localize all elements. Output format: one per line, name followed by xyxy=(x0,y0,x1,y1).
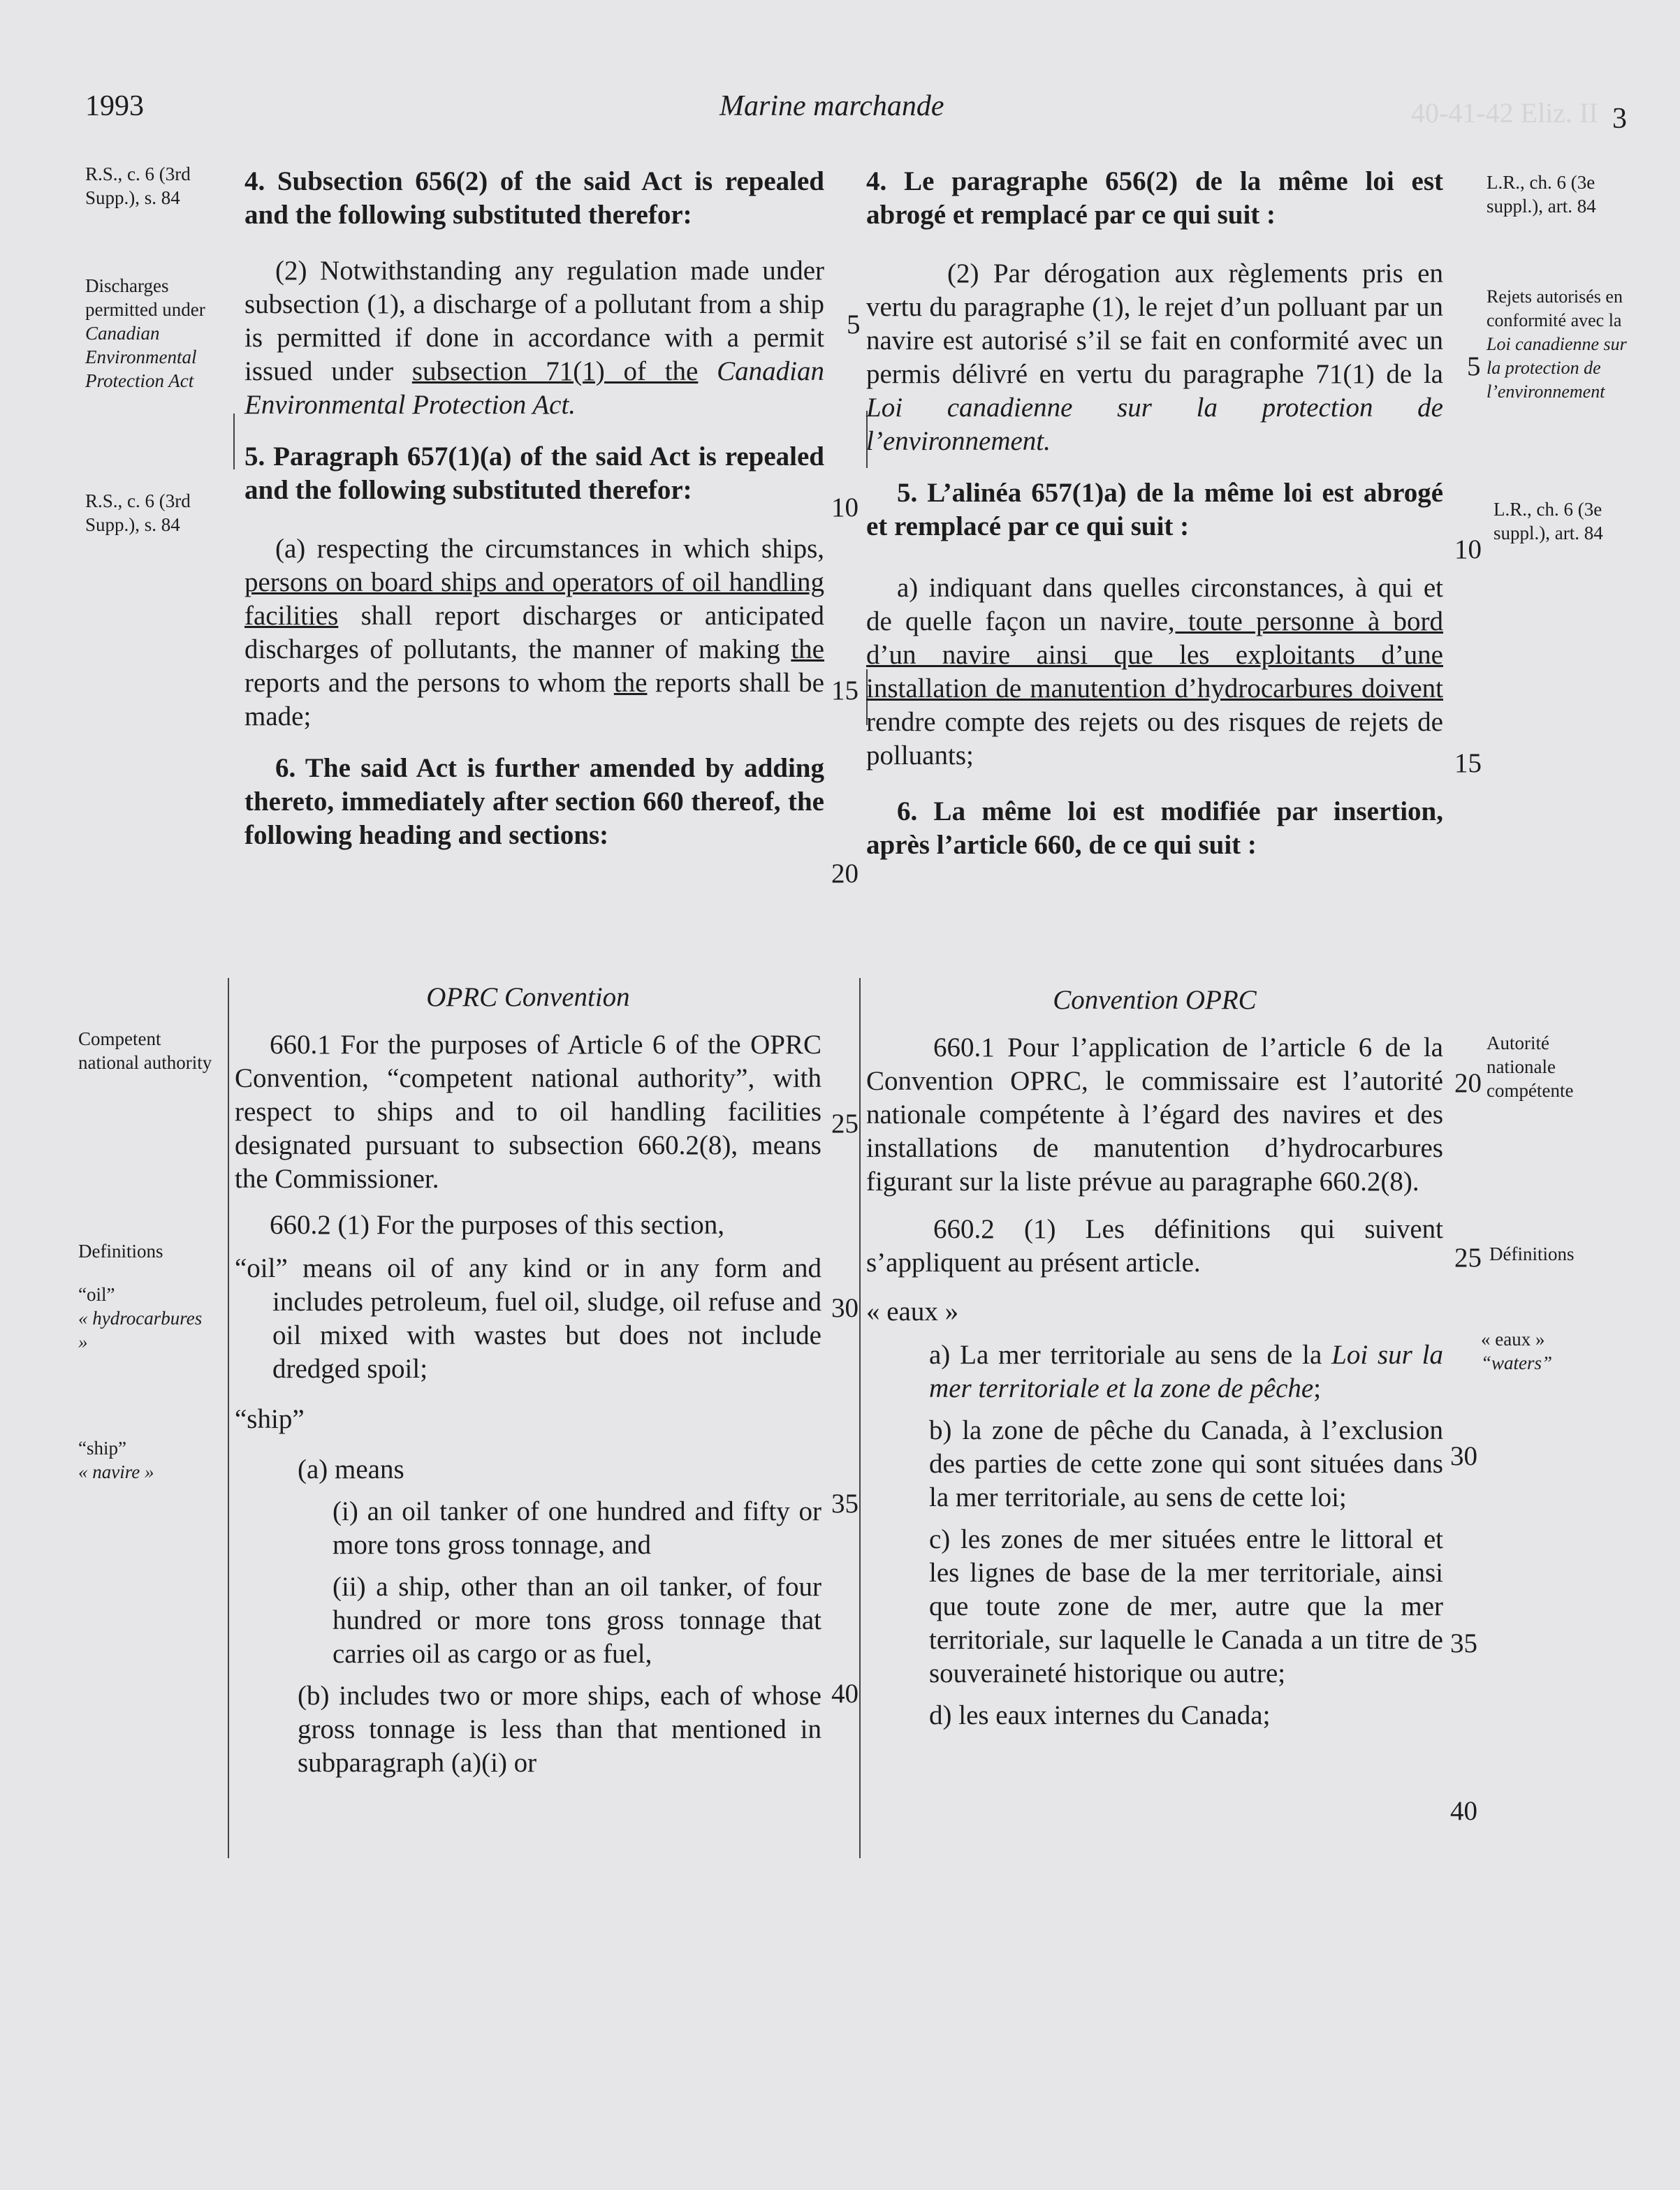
margin-note-en-s5: R.S., c. 6 (3rd Supp.), s. 84 xyxy=(85,490,191,535)
fr-eaux-c: c) les zones de mer situées entre le littoral et les lignes de base de la mer territoriale, ainsi que toute zone de mer, autre que la mer territoriale, sur laquelle le Canada a un titre de souveraineté historique ou autre; xyxy=(929,1524,1443,1688)
line-number: 35 xyxy=(831,1489,859,1519)
line-number: 15 xyxy=(831,676,859,706)
year: 1993 xyxy=(85,90,144,122)
french-new-sections xyxy=(866,984,1443,1732)
en-s5-heading: 5. Paragraph 657(1)(a) of the said Act is repealed and the following substituted therefor: xyxy=(244,441,824,505)
line-number: 30 xyxy=(831,1293,859,1323)
line-number: 40 xyxy=(831,1679,859,1709)
column-rule-center xyxy=(859,978,861,1858)
fr-s4-body: (2) Par dérogation aux règlements pris en vertu du paragraphe (1), le rejet d’un polluant par un navire est autorisé s’il se fait en conformité avec un permis délivré en vertu du paragraphe 71(1) de la Loi canadienne sur la protection de l’environnement. xyxy=(866,258,1443,456)
page-number: 3 xyxy=(1612,103,1627,135)
line-number: 5 xyxy=(847,309,861,340)
fr-s5-body: a) indiquant dans quelles circonstances, à qui et de quelle façon un navire, toute personne à bord d’un navire ainsi que les exploitants d’une installation de manutention d’hydrocarbures doivent rendre compte des rejets ou des risques de rejets de polluants; xyxy=(866,573,1443,771)
en-oil-definition: “oil” means oil of any kind or in any form and includes petroleum, fuel oil, sludge, oil refuse and oil mixed with wastes but does not include dredged spoil; xyxy=(235,1253,821,1384)
en-ship-b: (b) includes two or more ships, each of whose gross tonnage is less than that mentioned in subparagraph (a)(i) or xyxy=(298,1681,821,1778)
margin-note-en-s4: R.S., c. 6 (3rd Supp.), s. 84 xyxy=(85,163,191,208)
fr-s5-heading: 5. L’alinéa 657(1)a) de la même loi est abrogé et remplacé par ce qui suit : xyxy=(866,478,1443,541)
en-s5-body: (a) respecting the circumstances in which ships, persons on board ships and operators of oil handling facilities shall report discharges or anticipated discharges of pollutants, the manner of making the reports and the persons to whom the reports shall be made; xyxy=(244,534,824,731)
en-ship-a-i: (i) an oil tanker of one hundred and fifty or more tons gross tonnage, and xyxy=(333,1496,821,1560)
fr-eaux-d: d) les eaux internes du Canada; xyxy=(929,1700,1271,1730)
line-number: 10 xyxy=(831,492,859,523)
margin-note-oil: “oil” « hydrocarbures » xyxy=(78,1284,203,1352)
line-number: 40 xyxy=(1450,1796,1477,1826)
margin-note-fr-s5: L.R., ch. 6 (3e suppl.), art. 84 xyxy=(1493,499,1603,543)
margin-note-definitions: Definitions xyxy=(78,1241,163,1262)
en-s660-1: 660.1 For the purposes of Article 6 of the OPRC Convention, “competent national authority”, with respect to ships and to oil handling facilities designated pursuant to subsection 660.2(8), means the Commissioner. xyxy=(235,1030,821,1194)
english-new-sections xyxy=(235,981,821,1780)
line-number: 25 xyxy=(831,1109,859,1139)
margin-note-en-discharges: Discharges permitted under Canadian Environmental Protection Act xyxy=(85,275,205,391)
en-s4-heading: 4. Subsection 656(2) of the said Act is repealed and the following substituted therefor: xyxy=(244,166,824,230)
en-s6-heading: 6. The said Act is further amended by adding thereto, immediately after section 660 thereof, the following heading and sections: xyxy=(244,753,824,850)
line-number: 20 xyxy=(1454,1068,1482,1098)
fr-s4-heading: 4. Le paragraphe 656(2) de la même loi est abrogé et remplacé par ce qui suit : xyxy=(866,166,1443,230)
fr-s660-2: 660.2 (1) Les définitions qui suivent s’appliquent au présent article. xyxy=(866,1214,1443,1278)
line-number: 20 xyxy=(831,859,859,889)
french-column xyxy=(866,165,1443,862)
line-number: 15 xyxy=(1454,748,1482,778)
fr-oprc-heading: Convention OPRC xyxy=(1053,985,1257,1015)
fr-s660-1: 660.1 Pour l’application de l’article 6 de la Convention OPRC, le commissaire est l’autorité nationale compétente à l’égard des navires et des installations de manutention d’hydrocarbures figurant sur la liste prévue au paragraphe 660.2(8). xyxy=(866,1032,1443,1197)
amendment-rule xyxy=(233,414,235,469)
column-rule-left xyxy=(228,978,229,1858)
line-number: 30 xyxy=(1450,1441,1477,1471)
en-ship-term: “ship” xyxy=(235,1404,305,1434)
bleed-through-header: 40-41-42 Eliz. II xyxy=(1411,97,1598,129)
en-ship-a-ii: (ii) a ship, other than an oil tanker, of four hundred or more tons gross tonnage that carries oil as cargo or as fuel, xyxy=(333,1572,821,1669)
margin-note-fr-s4: L.R., ch. 6 (3e suppl.), art. 84 xyxy=(1487,172,1596,217)
margin-note-autorite: Autorité nationale compétente xyxy=(1487,1032,1574,1101)
line-number: 5 xyxy=(1467,351,1481,381)
line-number: 10 xyxy=(1454,534,1482,564)
fr-eaux-term: « eaux » xyxy=(866,1297,959,1327)
margin-note-fr-rejets: Rejets autorisés en conformité avec la Loi canadienne sur la protection de l’environnement xyxy=(1487,286,1627,402)
en-s660-2: 660.2 (1) For the purposes of this section, xyxy=(270,1210,725,1240)
fr-eaux-b: b) la zone de pêche du Canada, à l’exclusion des parties de cette zone qui sont situées dans la mer territoriale, au sens de cette loi; xyxy=(929,1415,1443,1512)
margin-note-eaux: « eaux » “waters” xyxy=(1481,1329,1553,1373)
margin-note-ship: “ship” « navire » xyxy=(78,1438,154,1482)
en-oprc-heading: OPRC Convention xyxy=(426,982,630,1012)
running-title: Marine marchande xyxy=(720,90,944,122)
english-column xyxy=(244,165,824,852)
fr-eaux-a: a) La mer territoriale au sens de la Loi sur la mer territoriale et la zone de pêche; xyxy=(929,1340,1443,1403)
line-number: 25 xyxy=(1454,1243,1482,1273)
fr-s6-heading: 6. La même loi est modifiée par insertion, après l’article 660, de ce qui suit : xyxy=(866,796,1443,860)
en-ship-a: (a) means xyxy=(298,1454,404,1484)
margin-note-fr-definitions: Définitions xyxy=(1489,1243,1575,1264)
en-s4-body: (2) Notwithstanding any regulation made under subsection (1), a discharge of a pollutant from a ship is permitted if done in accordance with a permit issued under subsection 71(1) of the Canadian Environmental Protection Act. xyxy=(244,256,824,420)
margin-note-competent-authority: Competent national authority xyxy=(78,1028,212,1073)
line-number: 35 xyxy=(1450,1628,1477,1658)
